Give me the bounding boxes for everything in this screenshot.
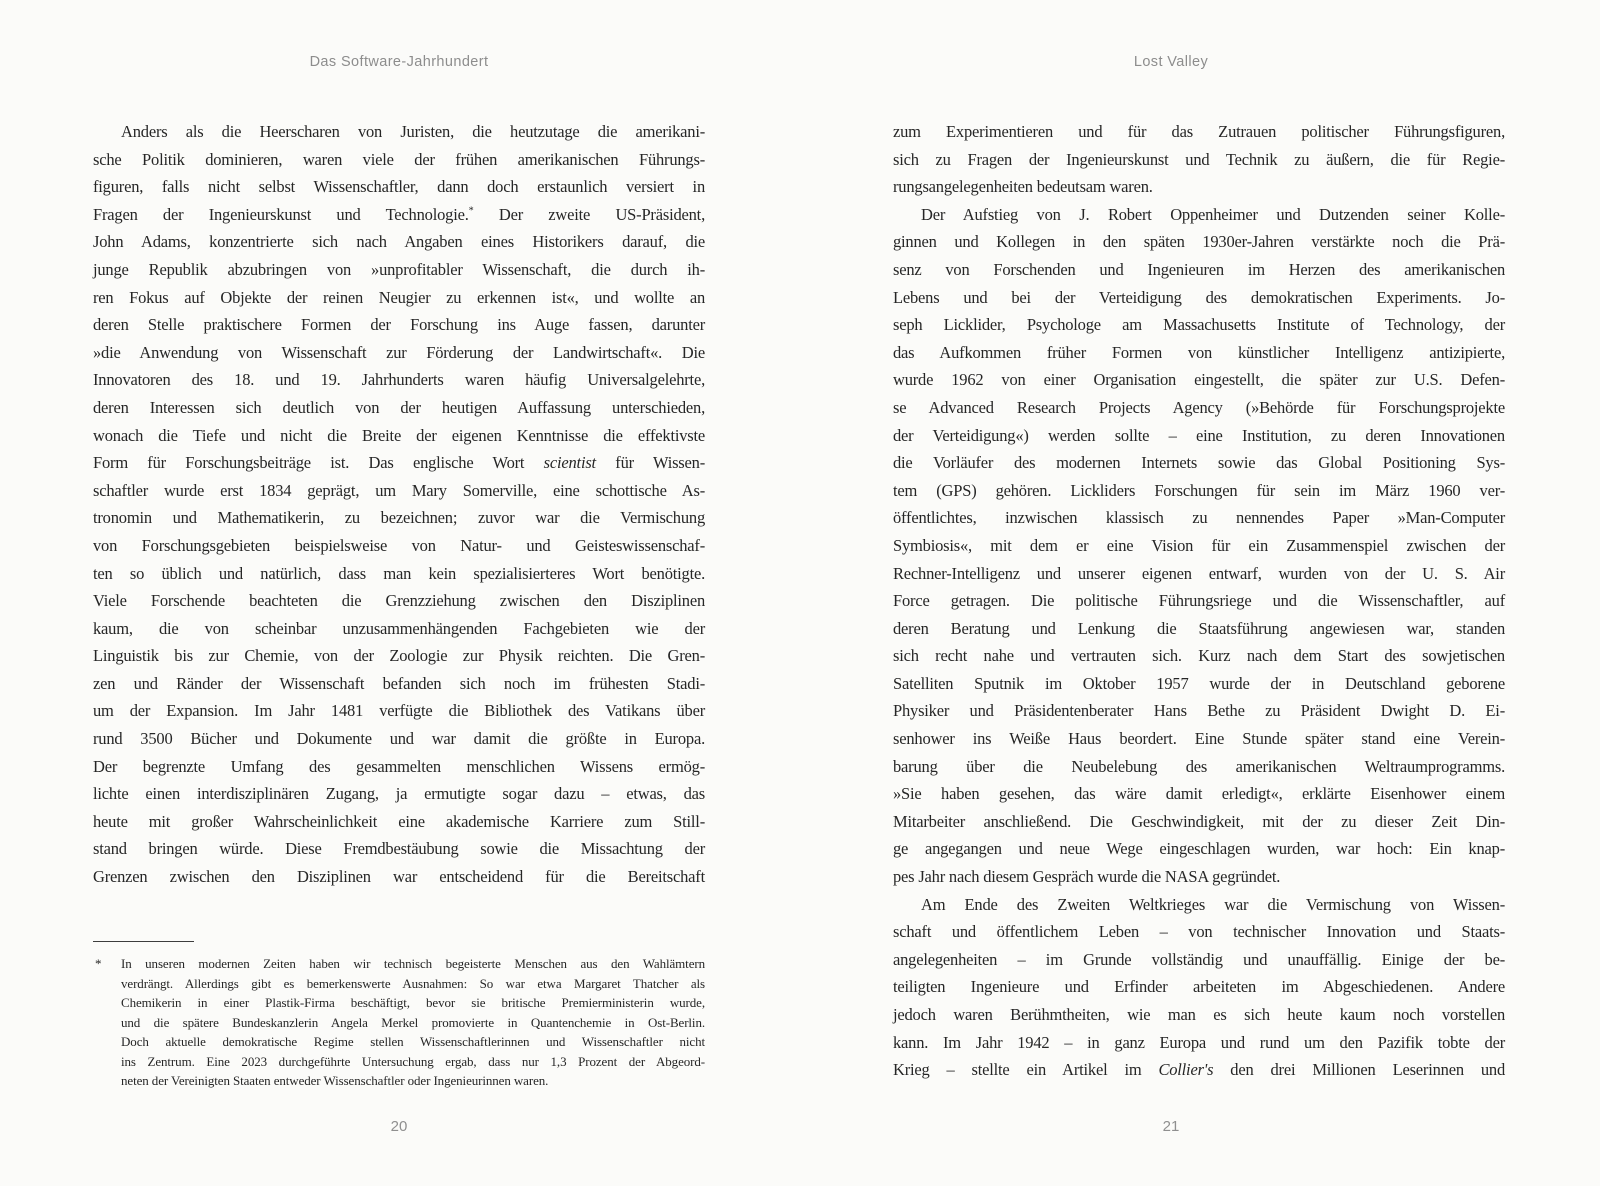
footnote-marker: * xyxy=(95,956,102,971)
text-line: Der begrenzte Umfang des gesammelten menschlichen Wissens ermög- xyxy=(93,756,705,776)
text-line: lichte einen interdisziplinären Zugang, ja ermutigte sogar dazu – etwas, das xyxy=(93,784,705,804)
text-line: Grenzen zwischen den Disziplinen war entscheidend für die Bereitschaft xyxy=(93,867,705,887)
text-line: heute mit großer Wahrscheinlichkeit eine akademische Karriere zum Still- xyxy=(93,811,705,831)
text-line: schaftler wurde erst 1834 geprägt, um Mary Somerville, eine schottische As- xyxy=(93,480,705,500)
page-number-left: 20 xyxy=(390,1118,408,1135)
text-line: deren Interessen sich deutlich von der heutigen Auffassung unterschieden, xyxy=(93,397,705,417)
page-right xyxy=(800,0,1600,1186)
text-line: John Adams, konzentrierte sich nach Angaben eines Historikers darauf, die xyxy=(93,232,705,252)
text-line: rund 3500 Bücher und Dokumente und war damit die größte in Europa. xyxy=(93,729,705,749)
text-line: Form für Forschungsbeiträge ist. Das englische Wort scientist für Wissen- xyxy=(93,453,705,473)
text-line: »die Anwendung von Wissenschaft zur Förderung der Landwirtschaft«. Die xyxy=(93,342,705,362)
text-line: und die spätere Bundeskanzlerin Angela Merkel promovierte in Quantenchemie in Ost-Berlin. xyxy=(121,1014,705,1030)
text-line: Fragen der Ingenieurskunst und Technologie.* Der zweite US-Präsident, xyxy=(93,204,705,224)
running-header-left: Das Software-Jahrhundert xyxy=(309,54,489,70)
text-line: Satelliten Sputnik im Oktober 1957 wurde der in Deutschland geborene xyxy=(893,673,1505,693)
text-line: sche Politik dominieren, waren viele der frühen amerikanischen Führungs- xyxy=(93,149,705,169)
text-line: pes Jahr nach diesem Gespräch wurde die NASA gegründet. xyxy=(893,867,1281,887)
text-line: Force getragen. Die politische Führungsriege und die Wissenschaftler, auf xyxy=(893,591,1505,611)
text-line: kann. Im Jahr 1942 – in ganz Europa und rund um den Pazifik tobte der xyxy=(893,1032,1505,1052)
text-line: seph Licklider, Psychologe am Massachusetts Institute of Technology, der xyxy=(893,315,1505,335)
text-line: Krieg – stellte ein Artikel im Collier's den drei Millionen Leserinnen und xyxy=(893,1060,1505,1080)
text-line: Rechner-Intelligenz und unserer eigenen entwarf, wurden von der U. S. Air xyxy=(893,563,1505,583)
text-line: das Aufkommen früher Formen von künstlicher Intelligenz antizipierte, xyxy=(893,342,1505,362)
body-text-right xyxy=(893,118,1505,1084)
text-line: wonach die Tiefe und nicht die Breite der eigenen Kenntnisse die effektivste xyxy=(93,425,705,445)
running-header-right: Lost Valley xyxy=(1133,54,1209,70)
text-line: Mitarbeiter anschließend. Die Geschwindigkeit, mit der zu dieser Zeit Din- xyxy=(893,811,1505,831)
text-line: ge angegangen und neue Wege eingeschlagen wurden, war hoch: Ein knap- xyxy=(893,839,1505,859)
text-line: neten der Vereinigten Staaten entweder Wissenschaftler oder Ingenieurinnen waren. xyxy=(121,1073,549,1088)
text-line: schaft und öffentlichem Leben – von technischer Innovation und Staats- xyxy=(893,922,1505,942)
text-line: öffentlichtes, inzwischen klassisch zu nennendes Paper »Man-Computer xyxy=(893,508,1505,528)
text-line: wurde 1962 von einer Organisation eingestellt, die später zur U.S. Defen- xyxy=(893,370,1505,390)
text-line: der Verteidigung«) werden sollte – eine Institution, zu deren Innovationen xyxy=(893,425,1505,445)
text-line: angelegenheiten – im Grunde vollständig und unauffällig. Einige der be- xyxy=(893,949,1505,969)
text-line: verdrängt. Allerdings gibt es bemerkenswerte Ausnahmen: So war etwa Margaret Thatcher als xyxy=(121,975,705,991)
text-line: ren Fokus auf Objekte der reinen Neugier zu erkennen ist«, und wollte an xyxy=(93,287,705,307)
text-line: Viele Forschende beachteten die Grenzziehung zwischen den Disziplinen xyxy=(93,591,705,611)
text-line: von Forschungsgebieten beispielsweise von Natur- und Geisteswissenschaf- xyxy=(93,535,705,555)
text-line: Symbiosis«, mit dem er eine Vision für ein Zusammenspiel zwischen der xyxy=(893,535,1505,555)
text-line: zen und Ränder der Wissenschaft befanden sich noch im frühesten Stadi- xyxy=(93,673,705,693)
text-line: se Advanced Research Projects Agency (»Behörde für Forschungsprojekte xyxy=(893,397,1505,417)
text-line: Chemikerin in einer Plastik-Firma beschäftigt, bevor sie britische Premierministerin wurde, xyxy=(121,995,705,1010)
text-line: stand bringen würde. Diese Fremdbestäubung sowie die Missachtung der xyxy=(93,839,705,859)
text-line: senhower ins Weiße Haus beordert. Eine Stunde später stand eine Verein- xyxy=(893,729,1505,749)
text-line: deren Stelle praktischere Formen der Forschung ins Auge fassen, darunter xyxy=(93,315,705,335)
footnote xyxy=(93,954,705,1091)
text-line: junge Republik abzubringen von »unprofitabler Wissenschaft, die durch ih- xyxy=(93,259,705,279)
text-line: um der Expansion. Im Jahr 1481 verfügte die Bibliothek des Vatikans über xyxy=(93,701,705,721)
text-line: Lebens und bei der Verteidigung des demokratischen Experiments. Jo- xyxy=(893,287,1505,307)
text-line: »Sie haben gesehen, das wäre damit erledigt«, erklärte Eisenhower einem xyxy=(893,784,1505,804)
text-line: ten so üblich und natürlich, dass man kein spezialisierteres Wort benötigte. xyxy=(93,563,705,583)
page-number-right: 21 xyxy=(1162,1118,1180,1135)
text-line: tem (GPS) gehören. Lickliders Forschungen für sein im März 1960 ver- xyxy=(893,480,1505,500)
text-line: teiligten Ingenieure und Erfinder arbeiteten im Abgeschiedenen. Andere xyxy=(893,977,1505,997)
text-line: zum Experimentieren und für das Zutrauen politischer Führungsfiguren, xyxy=(893,122,1505,141)
text-line: sich recht nahe und vertrauten sich. Kurz nach dem Start des sowjetischen xyxy=(893,646,1505,666)
text-line: senz von Forschenden und Ingenieuren im Herzen des amerikanischen xyxy=(893,259,1505,279)
text-line: ins Zentrum. Eine 2023 durchgeführte Untersuchung ergab, dass nur 1,3 Prozent der Abgeord- xyxy=(121,1053,705,1069)
text-line: Anders als die Heerscharen von Juristen, die heutzutage die amerikani- xyxy=(121,122,705,141)
text-line: kaum, die von scheinbar unzusammenhängenden Fachgebieten wie der xyxy=(93,618,705,638)
text-line: In unseren modernen Zeiten haben wir technisch begeisterte Menschen aus den Wahlämtern xyxy=(121,956,705,971)
text-line: barung über die Neubelebung des amerikanischen Weltraumprogramms. xyxy=(893,756,1505,776)
text-line: ginnen und Kollegen in den späten 1930er-Jahren verstärkte noch die Prä- xyxy=(893,232,1505,252)
text-line: Der Aufstieg von J. Robert Oppenheimer und Dutzenden seiner Kolle- xyxy=(921,204,1505,224)
footnote-separator xyxy=(93,941,194,942)
text-line: sich zu Fragen der Ingenieurskunst und Technik zu äußern, die für Regie- xyxy=(893,149,1505,169)
text-line: tronomin und Mathematikerin, zu bezeichnen; zuvor war die Vermischung xyxy=(93,508,705,528)
text-line: Doch aktuelle demokratische Regime stellen Wissenschaftlerinnen und Wissenschaftler nicht xyxy=(121,1034,705,1049)
text-line: jedoch waren Berühmtheiten, wie man es sich heute kaum noch vorstellen xyxy=(893,1005,1505,1024)
text-line: Linguistik bis zur Chemie, von der Zoologie zur Physik reichten. Die Gren- xyxy=(93,646,705,666)
text-line: rungsangelegenheiten bedeutsam waren. xyxy=(893,177,1153,197)
text-line: Physiker und Präsidentenberater Hans Bethe zu Präsident Dwight D. Ei- xyxy=(893,701,1505,721)
text-line: die Vorläufer des modernen Internets sowie das Global Positioning Sys- xyxy=(893,453,1505,473)
text-line: deren Beratung und Lenkung die Staatsführung angewiesen war, standen xyxy=(893,618,1505,638)
text-line: Am Ende des Zweiten Weltkrieges war die Vermischung von Wissen- xyxy=(921,894,1505,914)
text-line: Innovatoren des 18. und 19. Jahrhunderts waren häufig Universalgelehrte, xyxy=(93,370,705,390)
body-text-left xyxy=(93,118,705,891)
text-line: figuren, falls nicht selbst Wissenschaftler, dann doch erstaunlich versiert in xyxy=(93,177,705,197)
